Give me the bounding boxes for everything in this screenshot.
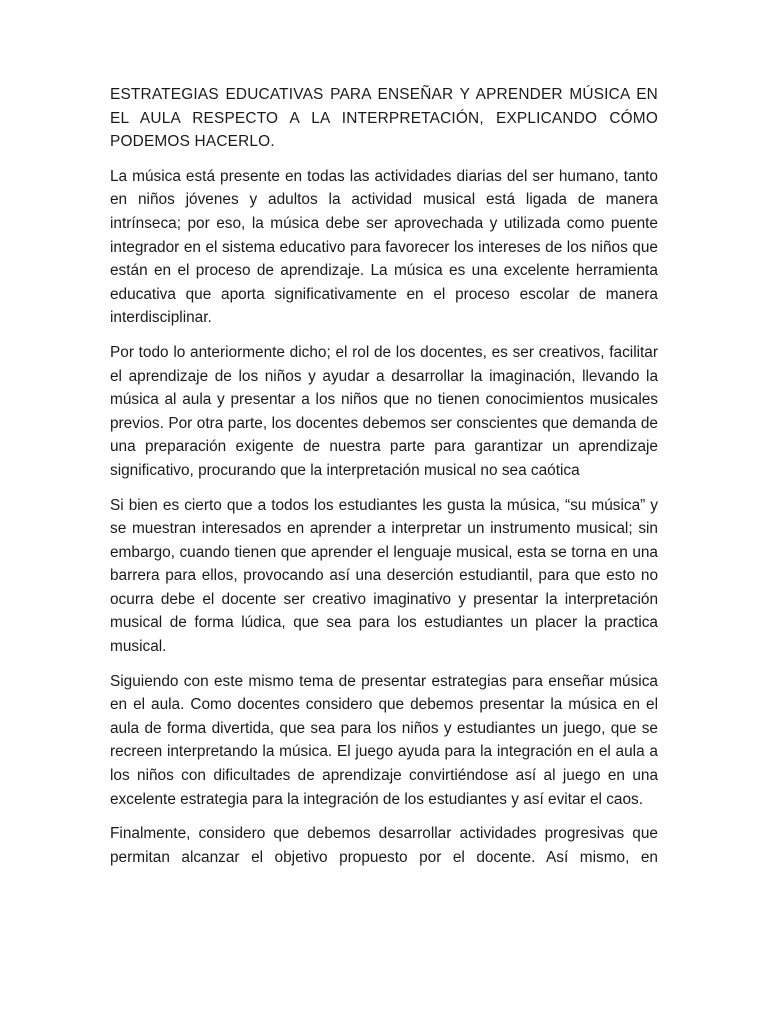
paragraph-5: Finalmente, considero que debemos desarrollar actividades progresivas que permitan alcanzar el objetivo propuesto por el docente. Así mismo, en [110, 825, 658, 866]
paragraph-2: Por todo lo anteriormente dicho; el rol de los docentes, es ser creativos, facilitar el aprendizaje de los niños y ayudar a desarrollar la imaginación, llevando la música al aula y presentar a los niños que no tienen conocimientos musicales previos. Por otra parte, los docentes debemos ser conscientes que demanda de una preparación exigente de nuestra parte para garantizar un aprendizaje significativo, procurando que la interpretación musical no sea caótica [110, 343, 658, 479]
document-title: ESTRATEGIAS EDUCATIVAS PARA ENSEÑAR Y APRENDER MÚSICA EN EL AULA RESPECTO A LA INTERPRETACIÓN, EXPLICANDO CÓMO PODEMOS HACERLO. [110, 86, 658, 151]
document-page [110, 83, 658, 880]
paragraph-4: Siguiendo con este mismo tema de presentar estrategias para enseñar música en el aula. Como docentes considero que debemos presentar la música en el aula de forma divertida, que sea para los niños y estudiantes un juego, que se recreen interpretando la música. El juego ayuda para la integración en el aula a los niños con dificultades de aprendizaje convirtiéndose así al juego en una excelente estrategia para la integración de los estudiantes y así evitar el caos. [110, 672, 658, 808]
paragraph-1: La música está presente en todas las actividades diarias del ser humano, tanto en niños jóvenes y adultos la actividad musical está ligada de manera intrínseca; por eso, la música debe ser aprovechada y utilizada como puente integrador en el sistema educativo para favorecer los intereses de los niños que están en el proceso de aprendizaje. La música es una excelente herramienta educativa que aporta significativamente en el proceso escolar de manera interdisciplinar. [110, 167, 658, 327]
paragraph-3: Si bien es cierto que a todos los estudiantes les gusta la música, “su música” y se muestran interesados en aprender a interpretar un instrumento musical; sin embargo, cuando tienen que aprender el lenguaje musical, esta se torna en una barrera para ellos, provocando así una deserción estudiantil, para que esto no ocurra debe el docente ser creativo imaginativo y presentar la interpretación musical de forma lúdica, que sea para los estudiantes un placer la practica musical. [110, 496, 658, 656]
